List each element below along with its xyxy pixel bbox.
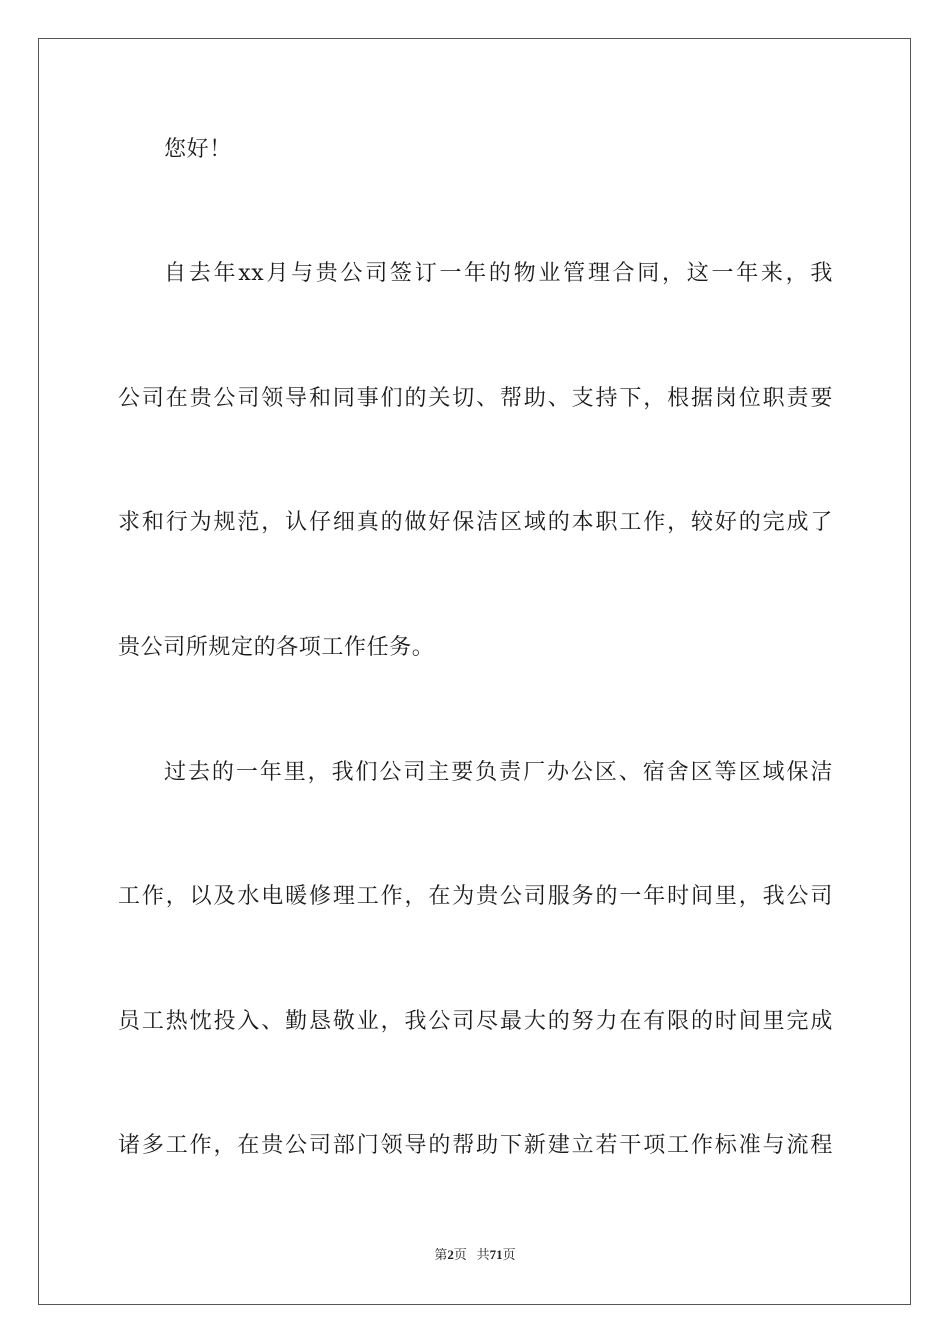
page-frame — [38, 38, 911, 1305]
footer-page-suffix: 页 — [453, 1247, 467, 1262]
paragraph-1-line-3: 求和行为规范，认仔细真的做好保洁区域的本职工作，较好的完成了 — [118, 510, 833, 535]
footer-page-prefix: 第 — [434, 1247, 448, 1262]
paragraph-2-line-1: 过去的一年里，我们公司主要负责厂办公区、宿舍区等区域保洁 — [164, 760, 833, 785]
paragraph-1-line-2: 公司在贵公司领导和同事们的关切、帮助、支持下，根据岗位职责要 — [118, 386, 833, 411]
footer-total-prefix: 共 — [476, 1247, 490, 1262]
paragraph-1-line-4: 贵公司所规定的各项工作任务。 — [118, 635, 435, 660]
footer-total-pages: 71 — [489, 1247, 503, 1262]
page-footer — [0, 1246, 950, 1264]
paragraph-2-line-4: 诸多工作，在贵公司部门领导的帮助下新建立若干项工作标准与流程 — [118, 1133, 833, 1158]
paragraph-1-line-1: 自去年xx月与贵公司签订一年的物业管理合同，这一年来，我 — [164, 261, 833, 286]
footer-total-suffix: 页 — [502, 1247, 516, 1262]
footer-page-number: 2 — [447, 1247, 454, 1262]
paragraph-2-line-2: 工作，以及水电暖修理工作，在为贵公司服务的一年时间里，我公司 — [118, 884, 833, 909]
greeting: 您好！ — [164, 137, 232, 162]
paragraph-2-line-3: 员工热忱投入、勤恳敬业，我公司尽最大的努力在有限的时间里完成 — [118, 1009, 833, 1034]
